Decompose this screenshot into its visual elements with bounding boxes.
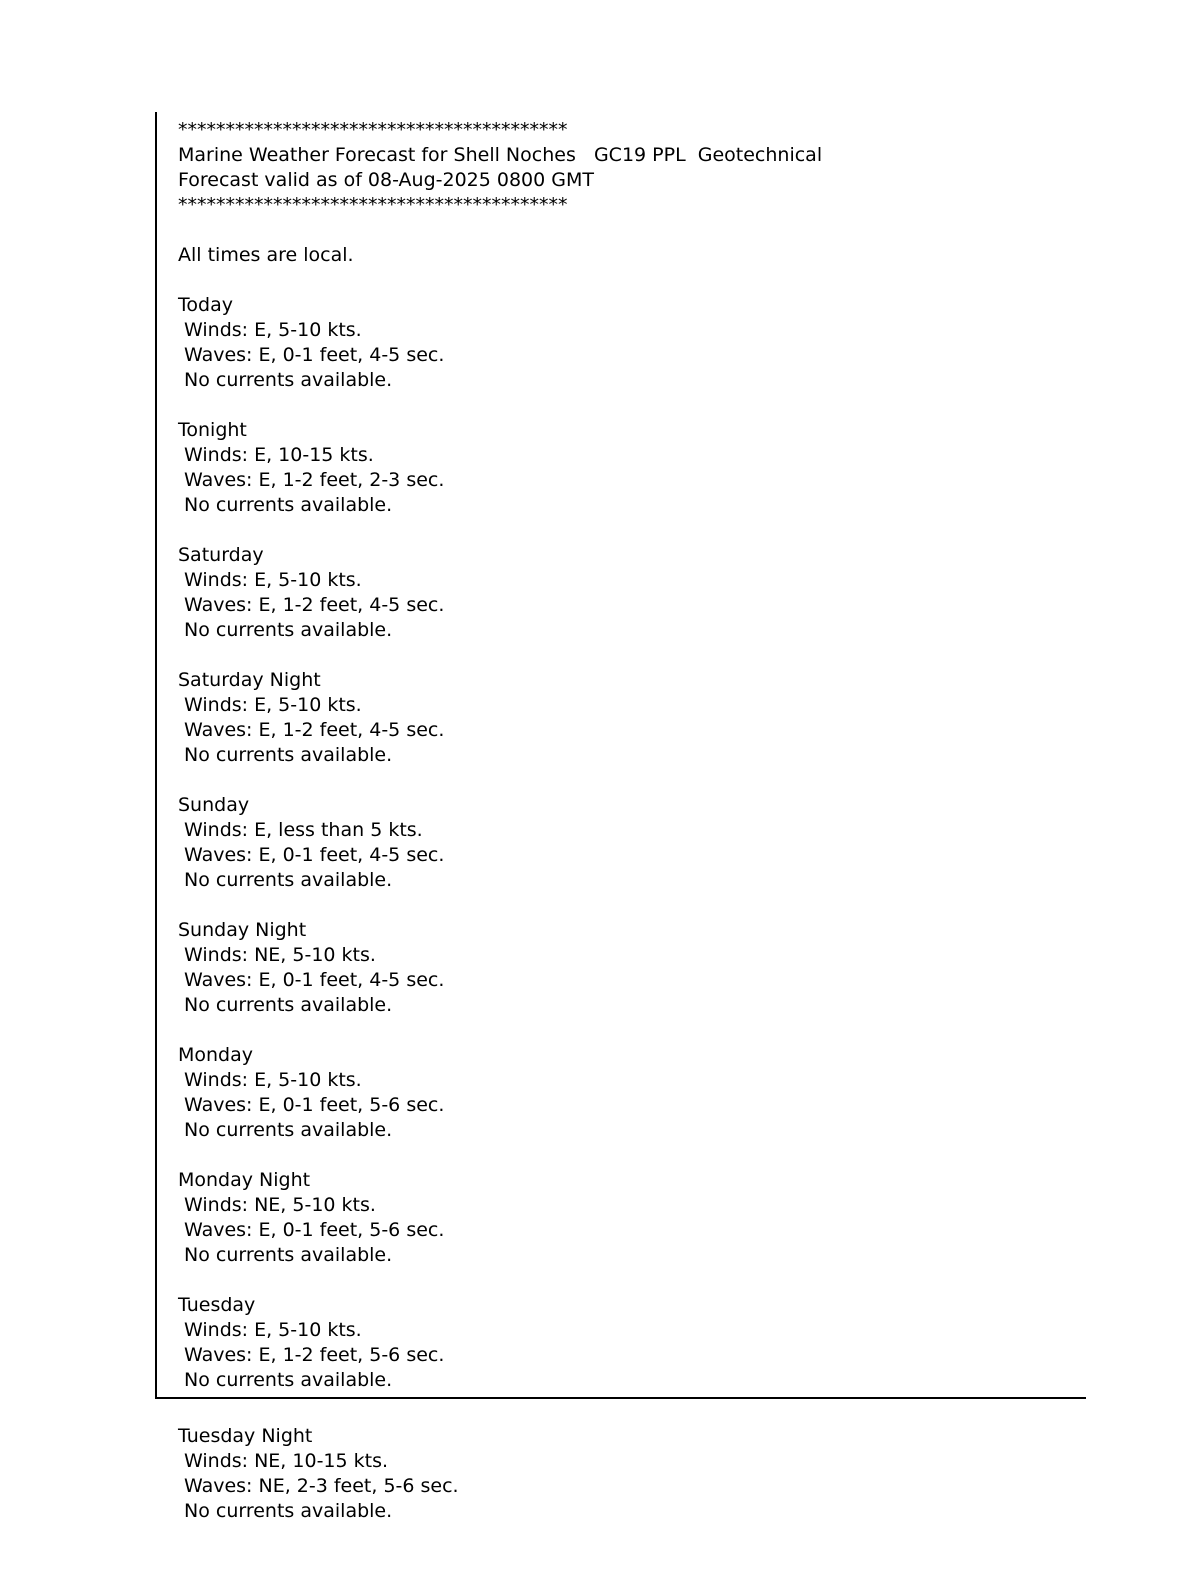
winds-line: Winds: E, 10-15 kts.: [184, 444, 374, 466]
winds-line: Winds: E, 5-10 kts.: [184, 1319, 362, 1341]
currents-line: No currents available.: [184, 869, 393, 891]
forecast-day-section: [178, 1168, 1086, 1268]
forecast-day-section: [178, 1293, 1086, 1393]
forecast-day-section: [178, 793, 1086, 893]
forecast-sections-after-box: [178, 1424, 1078, 1524]
day-label: Tonight: [178, 419, 247, 441]
currents-line: No currents available.: [184, 744, 393, 766]
currents-line: No currents available.: [184, 1119, 393, 1141]
winds-line: Winds: NE, 5-10 kts.: [184, 944, 376, 966]
day-label: Monday: [178, 1044, 254, 1066]
winds-line: Winds: E, 5-10 kts.: [184, 319, 362, 341]
waves-line: Waves: E, 0-1 feet, 4-5 sec.: [184, 344, 445, 366]
currents-line: No currents available.: [184, 1500, 393, 1522]
forecast-day-section: [178, 1043, 1086, 1143]
waves-line: Waves: E, 0-1 feet, 4-5 sec.: [184, 969, 445, 991]
waves-line: Waves: E, 1-2 feet, 4-5 sec.: [184, 719, 445, 741]
day-label: Tuesday Night: [178, 1425, 313, 1447]
currents-line: No currents available.: [184, 1369, 393, 1391]
times-note: All times are local.: [178, 244, 354, 266]
currents-line: No currents available.: [184, 619, 393, 641]
winds-line: Winds: E, less than 5 kts.: [184, 819, 423, 841]
winds-line: Winds: NE, 5-10 kts.: [184, 1194, 376, 1216]
waves-line: Waves: E, 1-2 feet, 4-5 sec.: [184, 594, 445, 616]
winds-line: Winds: NE, 10-15 kts.: [184, 1450, 389, 1472]
day-label: Tuesday: [178, 1294, 256, 1316]
waves-line: Waves: E, 0-1 feet, 4-5 sec.: [184, 844, 445, 866]
forecast-day-section: [178, 293, 1086, 393]
separator-line-top: *****************************************: [178, 119, 568, 141]
currents-line: No currents available.: [184, 994, 393, 1016]
day-label: Monday Night: [178, 1169, 311, 1191]
forecast-title: Marine Weather Forecast for Shell Noches GC19 PPL Geotechnical: [178, 144, 823, 166]
waves-line: Waves: E, 0-1 feet, 5-6 sec.: [184, 1219, 445, 1241]
forecast-day-section: [178, 918, 1086, 1018]
day-label: Sunday: [178, 794, 250, 816]
forecast-day-section: [178, 418, 1086, 518]
day-label: Saturday: [178, 544, 264, 566]
forecast-day-section: [178, 1424, 1078, 1524]
winds-line: Winds: E, 5-10 kts.: [184, 569, 362, 591]
waves-line: Waves: NE, 2-3 feet, 5-6 sec.: [184, 1475, 459, 1497]
day-label: Sunday Night: [178, 919, 307, 941]
currents-line: No currents available.: [184, 494, 393, 516]
currents-line: No currents available.: [184, 1244, 393, 1266]
waves-line: Waves: E, 1-2 feet, 5-6 sec.: [184, 1344, 445, 1366]
currents-line: No currents available.: [184, 369, 393, 391]
winds-line: Winds: E, 5-10 kts.: [184, 1069, 362, 1091]
forecast-continued-below-box: [178, 1424, 1078, 1524]
forecast-sections-in-box: [178, 293, 1086, 1393]
day-label: Saturday Night: [178, 669, 321, 691]
waves-line: Waves: E, 0-1 feet, 5-6 sec.: [184, 1094, 445, 1116]
day-label: Today: [178, 294, 233, 316]
forecast-valid-line: Forecast valid as of 08-Aug-2025 0800 GMT: [178, 169, 594, 191]
winds-line: Winds: E, 5-10 kts.: [184, 694, 362, 716]
forecast-day-section: [178, 543, 1086, 643]
forecast-day-section: [178, 668, 1086, 768]
separator-line-bottom: *****************************************: [178, 194, 568, 216]
forecast-text-box: [155, 112, 1086, 1399]
waves-line: Waves: E, 1-2 feet, 2-3 sec.: [184, 469, 445, 491]
